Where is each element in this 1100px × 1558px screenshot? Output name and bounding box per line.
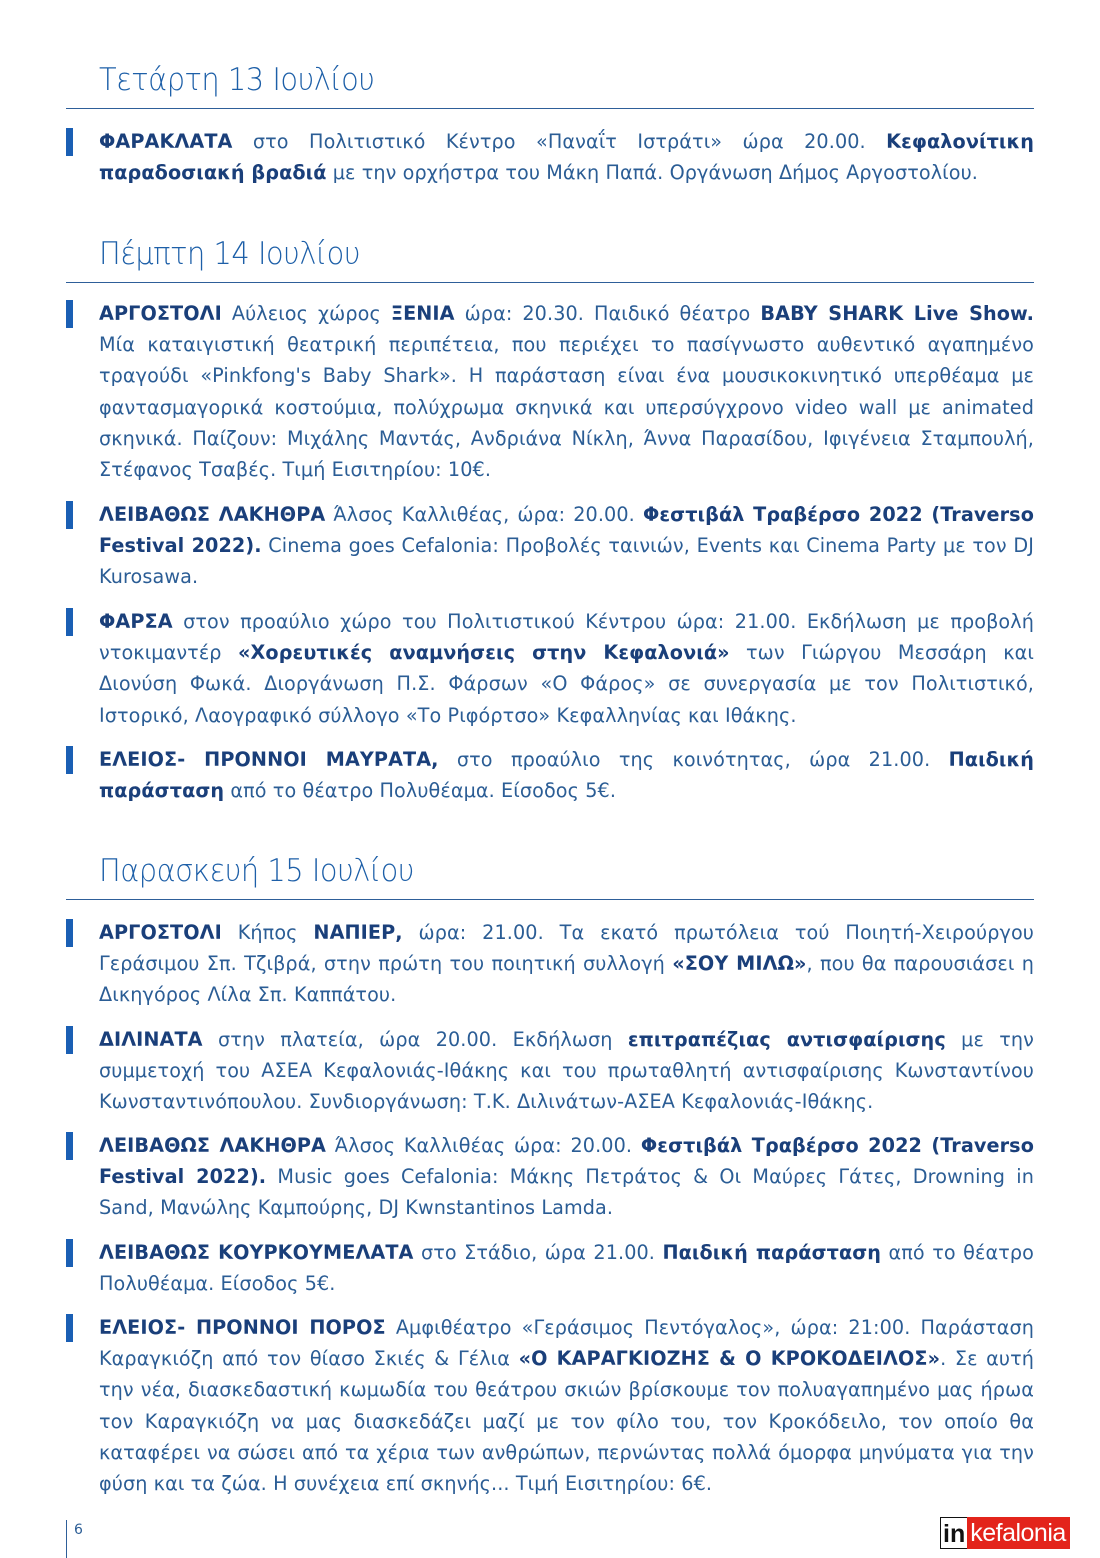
event-highlight-text: ΛΕΙΒΑΘΩΣ ΛΑΚΗΘΡΑ <box>99 1134 326 1157</box>
event-marker-bar <box>66 919 73 947</box>
event-text <box>99 499 1034 593</box>
event-item <box>66 1130 1034 1224</box>
event-body-text: στο Στάδιο, ώρα 21.00. <box>413 1241 663 1264</box>
event-body-text: στο προαύλιο της κοινότητας, ώρα 21.00. <box>438 748 949 771</box>
event-highlight-text: «Ο ΚΑΡΑΓΚΙΟΖΗΣ & Ο ΚΡΟΚΟΔΕΙΛΟΣ» <box>518 1347 941 1371</box>
event-highlight-text: ΦΑΡΑΚΛΑΤΑ <box>99 130 233 153</box>
event-body-text: Αύλειος χώρος <box>221 302 391 325</box>
event-body-text: Άλσος Καλλιθέας, ώρα: 20.00. <box>325 503 643 526</box>
event-body-text: στο Πολιτιστικό Κέντρο «Παναΐτ Ιστράτι» ώρα 20.00. <box>232 130 887 153</box>
event-body-text: από το θέατρο Πολυθέαμα. Είσοδος 5€. <box>99 1241 1034 1296</box>
event-highlight-text: Φεστιβάλ Τραβέρσο 2022 (Traverso Festival 2022). <box>99 503 1034 558</box>
logo-kefalonia-text: kefalonia <box>967 1517 1070 1549</box>
event-highlight-text: ΛΕΙΒΑΘΩΣ ΚΟΥΡΚΟΥΜΕΛΑΤΑ <box>99 1241 414 1264</box>
event-highlight-text: ΔΙΛΙΝΑΤΑ <box>99 1028 203 1051</box>
day-divider <box>66 108 1034 109</box>
event-item <box>66 1024 1034 1118</box>
event-marker-bar <box>66 300 73 328</box>
day-heading-wednesday <box>66 60 1034 109</box>
event-body-text: στον προαύλιο χώρο του Πολιτιστικού Κέντρου ώρα: 21.00. Εκδήλωση με προβολή ντοκιμαντέρ <box>99 610 1034 665</box>
event-highlight-text: ΛΕΙΒΑΘΩΣ ΛΑΚΗΘΡΑ <box>99 503 326 526</box>
event-item <box>66 1312 1034 1499</box>
event-body-text: Cinema goes Cefalonia: Προβολές ταινιών, Events και Cinema Party με τον DJ Kurosawa. <box>99 534 1034 589</box>
event-marker-bar <box>66 608 73 636</box>
footer-divider <box>66 1520 67 1558</box>
event-body-text: με την συμμετοχή του ΑΣΕΑ Κεφαλονιάς-Ιθάκης και του πρωταθλητή αντισφαίρισης Κωνσταντίνου Κωνσταντινόπουλου. Συνδιοργάνωση: Τ.Κ. Διλινάτων-ΑΣΕΑ Κεφαλονιάς-Ιθάκης. <box>99 1028 1034 1114</box>
event-highlight-text: Παιδική παράσταση <box>99 748 1034 803</box>
event-item <box>66 499 1034 593</box>
page-number: 6 <box>74 1522 83 1538</box>
event-highlight-text: ΑΡΓΟΣΤΟΛΙ <box>99 302 222 325</box>
day-heading-thursday <box>66 234 1034 283</box>
inkefalonia-logo <box>940 1517 1070 1549</box>
event-highlight-text: ΦΑΡΣΑ <box>99 610 173 633</box>
day-heading-friday <box>66 851 1034 900</box>
event-body-text: από το θέατρο Πολυθέαμα. Είσοδος 5€. <box>224 779 617 803</box>
event-item <box>66 1237 1034 1299</box>
event-body-text: των Γιώργου Μεσσάρη και Διονύση Φωκά. Διοργάνωση Π.Σ. Φάρσων «Ο Φάρος» σε συνεργασία με τον Πολιτιστικό, Ιστορικό, Λαογραφικό σύλλογο «Το Ριφόρτσο» Κεφαλληνίας και Ιθάκης. <box>99 641 1034 727</box>
event-body-text: ώρα: 20.30. Παιδικό θέατρο <box>454 302 761 325</box>
event-text <box>99 126 1034 188</box>
event-marker-bar <box>66 128 73 156</box>
day-divider <box>66 282 1034 283</box>
event-body-text: Κήπος <box>221 921 314 944</box>
day-divider <box>66 899 1034 900</box>
event-marker-bar <box>66 1026 73 1054</box>
event-marker-bar <box>66 1132 73 1160</box>
event-highlight-text: επιτραπέζιας αντισφαίρισης <box>627 1028 946 1051</box>
event-body-text: Άλσος Καλλιθέας ώρα: 20.00. <box>326 1134 641 1157</box>
event-body-text: Μία καταιγιστική θεατρική περιπέτεια, που περιέχει το πασίγνωστο αυθεντικό αγαπημένο τραγούδι «Pinkfong's Baby Shark». Η παράσταση είναι ένα μουσικοκινητικό υπερθέαμα με φαντασμαγορικά κοστούμια, πολύχρωμα σκηνικά και υπερσύγχρονο video wall με animated σκηνικά. Παίζουν: Μιχάλης Μαντάς, Ανδριάνα Νίκλη, Άννα Παρασίδου, Ιφιγένεια Σταμπουλή, Στέφανος Τσαβές. Τιμή Εισιτηρίου: 10€. <box>99 333 1034 482</box>
day-title: Πέμπτη 14 Ιουλίου <box>99 236 361 272</box>
event-highlight-text: BABY SHARK Live Show. <box>760 302 1035 325</box>
event-body-text: , που θα παρουσιάσει η Δικηγόρος Λίλα Σπ. Καππάτου. <box>99 952 1034 1007</box>
event-highlight-text: Φεστιβάλ Τραβέρσο 2022 (Traverso Festival 2022). <box>99 1134 1034 1189</box>
event-highlight-text: «Χορευτικές αναμνήσεις στην Κεφαλονιά» <box>238 641 730 665</box>
event-body-text: με την ορχήστρα του Μάκη Παπά. Οργάνωση Δήμος Αργοστολίου. <box>326 161 978 185</box>
event-text <box>99 1237 1034 1299</box>
event-text <box>99 606 1034 731</box>
event-item <box>66 126 1034 188</box>
event-body-text: Music goes Cefalonia: Μάκης Πετράτος & Οι Μαύρες Γάτες, Drowning in Sand, Μανώλης Καμπούρης, DJ Kwnstantinos Lamda. <box>99 1165 1034 1220</box>
event-marker-bar <box>66 746 73 774</box>
event-item <box>66 298 1034 485</box>
event-text <box>99 298 1034 485</box>
event-text <box>99 1024 1034 1118</box>
event-item <box>66 606 1034 731</box>
event-highlight-text: ΑΡΓΟΣΤΟΛΙ <box>99 921 222 944</box>
event-body-text: στην πλατεία, ώρα 20.00. Εκδήλωση <box>202 1028 628 1051</box>
event-text <box>99 744 1034 806</box>
event-item <box>66 917 1034 1011</box>
event-highlight-text: ΝΑΠΙΕΡ, <box>313 921 403 944</box>
event-marker-bar <box>66 1314 73 1342</box>
event-highlight-text: Παιδική παράσταση <box>662 1241 882 1264</box>
event-text <box>99 1130 1034 1224</box>
event-text <box>99 1312 1034 1499</box>
logo-in-text: in <box>940 1517 967 1549</box>
event-highlight-text: «ΣΟΥ ΜΙΛΩ» <box>672 952 807 976</box>
event-marker-bar <box>66 501 73 529</box>
event-highlight-text: ΞΕΝΙΑ <box>390 302 455 325</box>
event-body-text: ώρα: 21.00. Τα εκατό πρωτόλεια τού Ποιητή-Χειρούργου Γεράσιμου Σπ. Τζιβρά, στην πρώτη του ποιητική συλλογή <box>99 921 1034 976</box>
day-title: Τετάρτη 13 Ιουλίου <box>99 62 375 98</box>
event-body-text: . Σε αυτή την νέα, διασκεδαστική κωμωδία του θεάτρου σκιών βρίσκουμε τον πολυαγαπημένο μας ήρωα τον Καραγκιόζη να μας διασκεδάζει μαζί με τον φίλο του, τον Κροκόδειλο, τον οποίο θα καταφέρει να σώσει από τα χέρια των ανθρώπων, περνώντας πολλά όμορφα μηνύματα για την φύση και τα ζώα. Η συνέχεια επί σκηνής... Τιμή Εισιτηρίου: 6€. <box>99 1347 1034 1496</box>
event-body-text: Αμφιθέατρο «Γεράσιμος Πεντόγαλος», ώρα: 21:00. Παράσταση Καραγκιόζη από τον θίασο Σκιές & Γέλια <box>99 1316 1034 1371</box>
event-text <box>99 917 1034 1011</box>
day-title: Παρασκευή 15 Ιουλίου <box>99 853 415 889</box>
event-item <box>66 744 1034 806</box>
event-highlight-text: ΕΛΕΙΟΣ- ΠΡΟΝΝΟΙ ΠΟΡΟΣ <box>99 1316 386 1339</box>
event-highlight-text: ΕΛΕΙΟΣ- ΠΡΟΝΝΟΙ ΜΑΥΡΑΤΑ, <box>99 748 439 771</box>
event-highlight-text: Κεφαλονίτικη παραδοσιακή βραδιά <box>99 130 1034 185</box>
event-marker-bar <box>66 1239 73 1267</box>
